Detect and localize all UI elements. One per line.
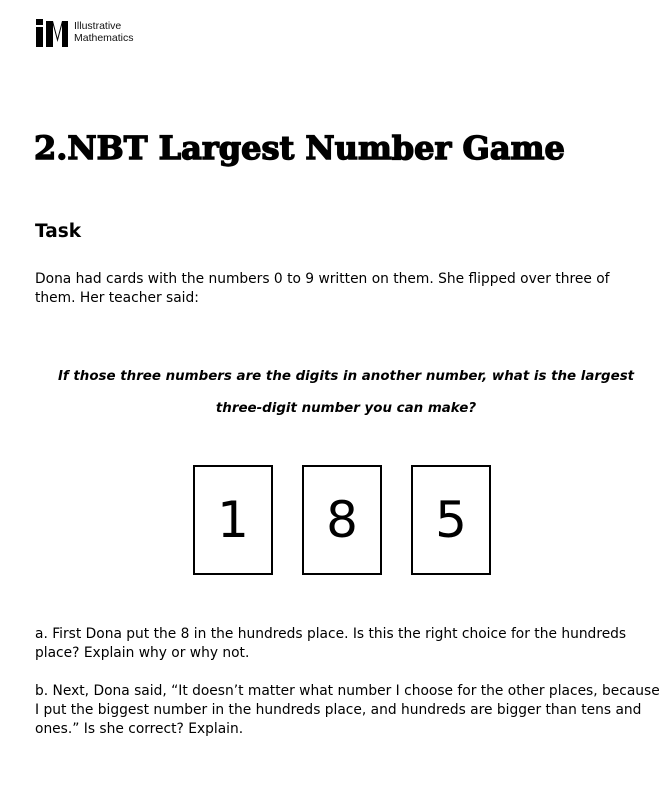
intro-paragraph: Dona had cards with the numbers 0 to 9 written on them. She flipped over three of them. Her teacher said: bbox=[35, 271, 610, 306]
teacher-question: If those three numbers are the digits in another number, what is the largest three-digit number you can make? bbox=[57, 369, 635, 416]
number-card: 1 bbox=[193, 465, 273, 575]
task-heading: Task bbox=[35, 221, 82, 242]
number-card: 5 bbox=[411, 465, 491, 575]
im-logo-icon bbox=[35, 16, 69, 48]
question-part-a: a. First Dona put the 8 in the hundreds place. Is this the right choice for the hundreds place? Explain why or why not. bbox=[35, 626, 627, 661]
question-part-b: b. Next, Dona said, “It doesn’t matter what number I choose for the other places, because I put the biggest number in the hundreds place, and hundreds are bigger than tens and ones.” Is she correct? Explain. bbox=[35, 683, 660, 737]
logo-text-line-1: Illustrative bbox=[74, 20, 122, 32]
logo-text-line-2: Mathematics bbox=[74, 32, 134, 44]
illustrative-mathematics-logo bbox=[35, 16, 134, 48]
logo-text bbox=[74, 20, 134, 44]
number-cards bbox=[193, 465, 491, 575]
number-card: 8 bbox=[302, 465, 382, 575]
page-title: 2.NBT Largest Number Game bbox=[34, 129, 565, 167]
